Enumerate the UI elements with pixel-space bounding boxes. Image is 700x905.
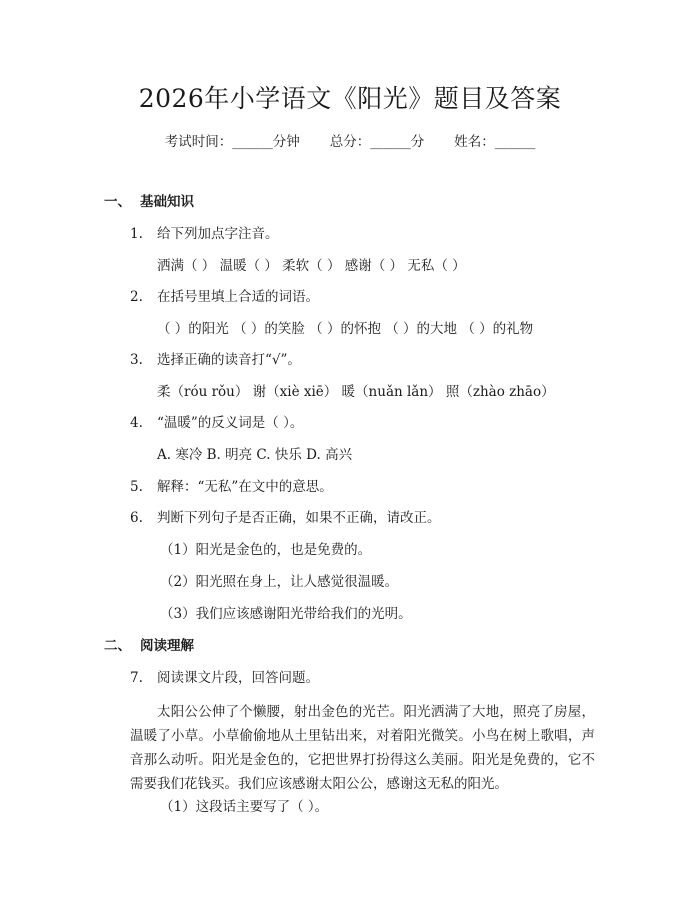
question-7-sub-1: （1）这段话主要写了（ ）。 xyxy=(160,799,329,815)
total-score-field: 总分：______分 xyxy=(329,134,425,150)
question-number: 2. xyxy=(130,289,143,305)
reading-passage: 太阳公公伸了个懒腰，射出金色的光芒。阳光洒满了大地，照亮了房屋，温暖了小草。小草偷偷地从土里钻出来，对着阳光微笑。小鸟在树上歌唱，声音那么动听。阳光是金色的，它把世界打扮得这么美丽。阳光是免费的，它不需要我们花钱买。我们应该感谢太阳公公，感谢这无私的阳光。 xyxy=(130,704,595,792)
question-1-items: 洒满（ ） 温暖（ ） 柔软（ ） 感谢（ ） 无私（ ） xyxy=(157,258,466,274)
question-number: 5. xyxy=(130,479,143,495)
section-title: 基础知识 xyxy=(140,194,194,210)
question-text: 阅读课文片段，回答问题。 xyxy=(157,670,319,686)
section-heading-2 xyxy=(104,636,194,656)
question-text: 判断下列句子是否正确，如果不正确，请改正。 xyxy=(157,510,441,526)
exam-time-field: 考试时间：______分钟 xyxy=(164,134,300,150)
question-3 xyxy=(130,350,301,370)
section-heading-1 xyxy=(104,192,194,212)
question-2 xyxy=(130,287,319,307)
question-5 xyxy=(130,477,333,497)
question-text: “温暖”的反义词是（ ）。 xyxy=(157,415,304,431)
question-6-item: （1）阳光是金色的，也是免费的。 xyxy=(160,542,372,558)
section-number: 一、 xyxy=(104,194,131,210)
question-text: 解释：“无私”在文中的意思。 xyxy=(157,479,333,495)
name-field: 姓名：______ xyxy=(454,134,536,150)
question-4 xyxy=(130,413,303,433)
question-6-item: （2）阳光照在身上，让人感觉很温暖。 xyxy=(160,574,399,590)
question-6 xyxy=(130,508,441,528)
question-2-items: （ ）的阳光 （ ）的笑脸 （ ）的怀抱 （ ）的大地 （ ）的礼物 xyxy=(157,321,534,337)
question-number: 4. xyxy=(130,415,143,431)
question-number: 7. xyxy=(130,670,143,686)
page-title: 2026年小学语文《阳光》题目及答案 xyxy=(138,84,562,113)
question-number: 6. xyxy=(130,510,143,526)
section-title: 阅读理解 xyxy=(140,638,194,654)
question-text: 给下列加点字注音。 xyxy=(157,226,279,242)
question-1 xyxy=(130,224,279,244)
question-number: 1. xyxy=(130,226,143,242)
section-number: 二、 xyxy=(104,638,131,654)
question-6-item: （3）我们应该感谢阳光带给我们的光明。 xyxy=(160,606,412,622)
question-7 xyxy=(130,668,319,688)
question-number: 3. xyxy=(130,352,143,368)
question-text: 选择正确的读音打“√”。 xyxy=(157,352,301,368)
question-text: 在括号里填上合适的词语。 xyxy=(157,289,319,305)
question-4-options: A. 寒冷 B. 明亮 C. 快乐 D. 高兴 xyxy=(157,447,353,463)
question-3-items: 柔（róu rǒu） 谢（xiè xiē） 暖（nuǎn lǎn） 照（zhào zhāo） xyxy=(157,384,555,400)
exam-meta-line xyxy=(0,132,700,152)
